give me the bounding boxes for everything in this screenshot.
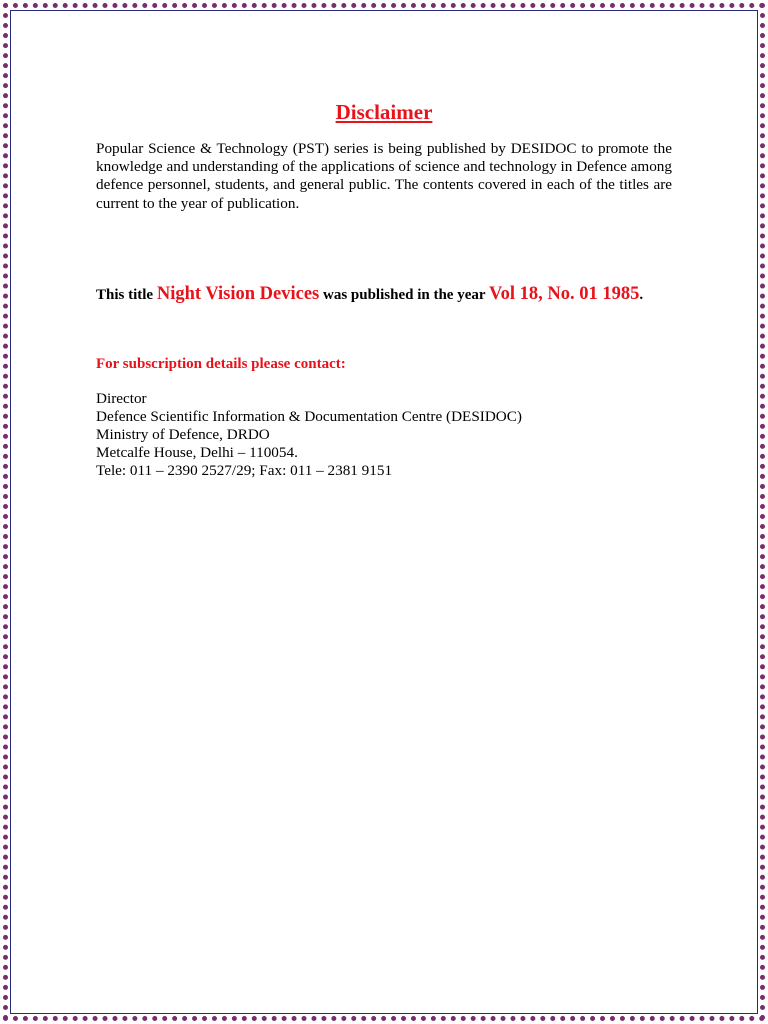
publication-line xyxy=(96,282,716,307)
subscription-heading: For subscription details please contact: xyxy=(96,356,346,372)
address-line: Ministry of Defence, DRDO xyxy=(96,426,270,443)
intro-paragraph: Popular Science & Technology (PST) series is being published by DESIDOC to promote the knowledge and understanding of the applications of science and technology in Defence among defence personnel, students, and general public. The contents covered in each of the titles are current to the year of publication. xyxy=(96,140,672,212)
page-title: Disclaimer xyxy=(335,100,433,124)
address-line: Metcalfe House, Delhi – 110054. xyxy=(96,444,298,461)
address-line: Director xyxy=(96,390,147,407)
address-line: Defence Scientific Information & Documentation Centre (DESIDOC) xyxy=(96,408,522,425)
publication-prefix: This title xyxy=(96,287,154,303)
publication-middle: was published in the year xyxy=(322,287,486,303)
publication-suffix: . xyxy=(639,287,644,303)
publication-year: Vol 18, No. 01 1985 xyxy=(489,284,640,304)
book-title: Night Vision Devices xyxy=(156,284,320,304)
contact-address xyxy=(96,390,522,480)
address-line: Tele: 011 – 2390 2527/29; Fax: 011 – 2381 9151 xyxy=(96,462,393,479)
